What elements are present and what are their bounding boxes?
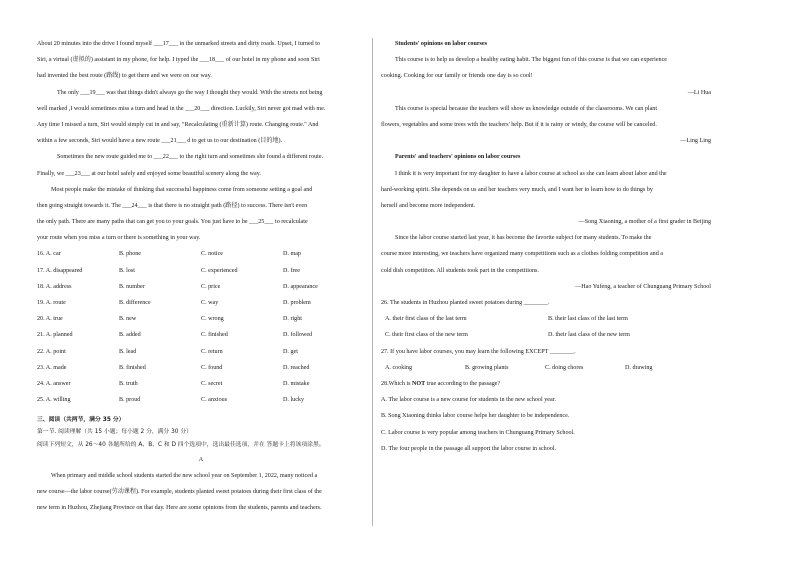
cloze-options [37, 250, 365, 404]
passage-line: The only ___19___ was that things didn't always go the way I thought they would. With the streets not being [57, 89, 323, 96]
reading-instructions: 阅读下列短文，从 26～40 各题所给的 A、B、C 和 D 四个选项中，选出最佳选项，并在 答题卡上将该项涂黑。 [37, 441, 325, 448]
option-cell: 17. A. disappeared [37, 267, 83, 274]
option-cell: B. number [119, 283, 145, 290]
q27-option: B. growing plants [465, 364, 509, 371]
option-row [37, 315, 365, 323]
opinion-line: herself and become more independent. [381, 202, 476, 209]
passage-a-line: new term in Huzhou, Zhejiang Province on that day. Here are some opinions from the students, parents and teachers. [37, 505, 322, 512]
passage-line: Siri, a virtual (虚拟的) assistant in my phone, for help. I typed the ___18___ of our hotel in my phone and soon Siri [37, 57, 320, 64]
option-cell: B. lead [119, 348, 137, 355]
column-divider [372, 38, 373, 526]
opinion-line: This course is special because the teachers will show us knowledge outside of the classrooms. We can plant [395, 105, 658, 112]
passage-line: your route when you miss a turn or there is something in your way. [37, 235, 201, 242]
right-column [381, 40, 711, 461]
option-cell: C. wrong [201, 316, 224, 323]
left-column [37, 40, 365, 521]
option-cell: 18. A. address [37, 283, 72, 290]
option-cell: D. free [283, 267, 300, 274]
option-cell: 20. A. true [37, 316, 63, 323]
option-cell: 24. A. answer [37, 380, 71, 387]
option-cell: B. added [119, 332, 141, 339]
option-cell: 23. A. made [37, 364, 67, 371]
option-cell: C. way [201, 300, 219, 306]
opinion-line: course more interesting, we teachers have organized many competitions such as a clothes folding competition and a [381, 251, 663, 258]
passage-line: Most people make the mistake of thinking that successful happiness come from someone setting a goal and [51, 186, 313, 193]
passage-label: A [198, 456, 204, 463]
option-row [37, 380, 365, 388]
question-28-options [381, 396, 711, 453]
opinion-hao-yufeng [381, 234, 711, 274]
q26-option: C. their first class of the new term [385, 332, 468, 339]
question-26-options [381, 315, 711, 339]
option-row [37, 250, 365, 258]
option-cell: C. found [201, 364, 223, 371]
opinion-li-hua [381, 56, 711, 80]
passage-line: within a few seconds, Siri would have a new route ___21___ d to get us to our destination (目的地). [37, 138, 283, 145]
option-cell: D. reached [283, 364, 310, 371]
passage-line: Sometimes the new route guided me to ___22___ to the right turn and sometimes she found a different route. [57, 154, 324, 161]
signature-ling-ling: —Ling Ling [680, 138, 711, 145]
opinion-line: hard-working spirit. She depends on us and her teachers very much, and I want her to learn how to do things by [381, 186, 653, 193]
opinion-line: Since the labor course started last year, it has become the favorite subject for many students. To make the [395, 235, 652, 242]
opinion-line: This course is to help us develop a healthy eating habit. The biggest fun of this course is that we can experience [395, 57, 667, 64]
option-row [37, 396, 365, 404]
opinion-ling-ling [381, 105, 711, 129]
q26-option: A. their first class of the last term [385, 316, 467, 323]
q28-option: C. Labor course is very popular among teachers in Chunguang Primary School. [381, 429, 575, 436]
cloze-passage [37, 40, 365, 242]
q26-option: B. their last class of the last term [548, 316, 628, 323]
passage-a-line: new course—the labor course(劳动课程). For example, students planted sweet potatoes during their first class of the [37, 489, 322, 496]
option-cell: D. problem [283, 300, 311, 306]
passage-line: the only path. There are many paths that can get you to your goals. You just have to be ___25___ to recalculate [37, 219, 308, 226]
option-cell: B. proud [119, 397, 141, 404]
option-cell: C. experienced [201, 267, 238, 274]
option-row [37, 331, 365, 339]
option-cell: D. appearance [283, 283, 318, 290]
q28-suffix: true according to the passage? [425, 380, 501, 387]
signature-li-hua: —Li Hua [687, 89, 711, 96]
option-row [37, 364, 365, 372]
passage-line: Any time I missed a turn, Siri would simply cut in and say, "Recalculating (重新计算) route. Changing route." And [37, 121, 319, 128]
option-cell: D. lucky [283, 397, 304, 404]
option-cell: C. secret [201, 380, 223, 387]
option-cell: B. phone [119, 251, 142, 258]
q28-prefix: 28.Which is [381, 380, 412, 387]
option-row [37, 283, 365, 291]
option-cell: B. lost [119, 267, 135, 274]
opinion-line: cold dish competition. All students took part in the competitions. [381, 267, 539, 274]
q28-option: D. The four people in the passage all support the labor course in school. [381, 445, 557, 452]
signature-hao-yufeng: —Hao Yufeng, a teacher of Chunguang Primary School [575, 283, 711, 290]
option-row [37, 267, 365, 275]
option-cell: 16. A. car [37, 251, 61, 258]
option-cell: D. right [283, 316, 302, 323]
section-subtitle: 第一节. 阅读理解（共 15 小题；每小题 2 分，满分 30 分） [37, 428, 192, 435]
option-cell: 22. A. point [37, 348, 66, 355]
passage-line: then going straight towards it. The ___24___ is that there is no straight path (路径) to success. There isn't even [37, 202, 308, 209]
passage-line: well marked ,I would sometimes miss a turn and head in the ___20___ direction. Luckily, Siri never got mad with me. [37, 105, 326, 112]
question-27-options [381, 364, 711, 372]
option-cell: C. finished [201, 332, 228, 339]
students-opinions-heading: Students' opinions on labor courses [395, 41, 487, 47]
q26-option-row [381, 331, 711, 339]
option-cell: C. price [201, 283, 221, 290]
q26-option: D. their last class of the new term [548, 332, 630, 339]
option-cell: D. map [283, 251, 301, 258]
option-cell: 19. A. route [37, 300, 66, 306]
opinion-song-xiaoning [381, 170, 711, 210]
parents-teachers-heading: Parents' and teachers' opinions on labor courses [395, 154, 521, 161]
option-cell: B. difference [119, 300, 151, 306]
option-cell: B. new [119, 316, 137, 323]
question-28 [381, 380, 711, 388]
option-cell: C. anxious [201, 397, 228, 404]
question-27: 27. If you have labor courses, you may learn the following EXCEPT ________. [381, 348, 576, 355]
passage-line: Finally, we ___23___ at our hotel safely and enjoyed some beautiful scenery along the way. [37, 170, 261, 177]
q28-emphasis: NOT [411, 380, 426, 387]
passage-a-line: When primary and middle school students started the new school year on September 1, 2022, many noticed a [51, 473, 318, 480]
q27-option: A. cooking [385, 364, 413, 371]
q26-option-row [381, 315, 711, 323]
option-cell: 25. A. willing [37, 397, 71, 404]
option-cell: D. followed [283, 332, 313, 339]
opinion-line: I think it is very important for my daughter to have a labor course at school as she can learn about labor and the [395, 170, 667, 177]
option-cell: C. return [201, 348, 223, 355]
option-cell: D. get [283, 348, 298, 355]
option-row [37, 348, 365, 356]
option-cell: B. finished [119, 364, 146, 371]
question-26: 26. The students in Huzhou planted sweet potatoes during ________. [381, 300, 550, 306]
q27-option: D. drawing [625, 364, 653, 371]
section-title: 三、阅读（共两节，满分 35 分） [37, 417, 125, 424]
passage-line: had invented the best route (路线) to get there and we were on our way. [37, 73, 212, 80]
signature-song-xiaoning: —Song Xiaoning, a mother of a first grader in Beijing [578, 219, 711, 226]
option-cell: B. truth [119, 380, 138, 387]
q27-option: C. doing chores [545, 364, 584, 371]
passage-a [37, 472, 365, 512]
option-cell: C. notice [201, 251, 224, 258]
opinion-line: cooking. Cooking for our family or friends one day is so cool! [381, 73, 533, 80]
opinion-line: flowers, vegetables and some trees with the teachers' help. But if it is rainy or windy, the course will be canceled. [381, 121, 657, 128]
q28-option: B. Song Xiaoning thinks labor course helps her daughter to be independence. [381, 413, 570, 420]
option-cell: 21. A. planned [37, 332, 73, 339]
option-row [37, 299, 365, 307]
q28-option: A. The labor course is a new course for students in the new school year. [381, 397, 556, 404]
option-cell: D. mistake [283, 380, 310, 387]
passage-line: About 20 minutes into the drive I found myself ___17___ in the unmarked streets and dirty roads. Upset, I turned to [37, 41, 320, 47]
